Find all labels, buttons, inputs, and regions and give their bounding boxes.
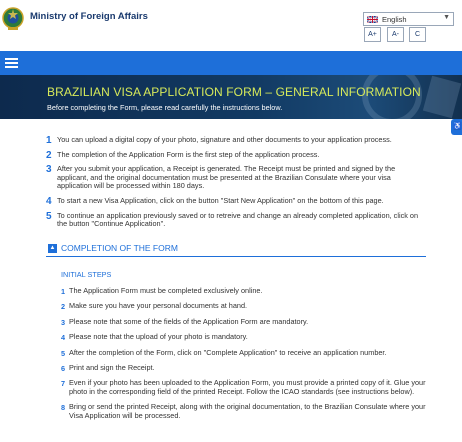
language-select[interactable]	[363, 12, 454, 26]
site-header	[0, 0, 462, 51]
instructions-list	[46, 136, 426, 235]
step-text: Even if your photo has been uploaded to the Application Form, you must provide a printed copy of it. Glue your photo in the corresponding field of the printed Receipt. Follow the ICAO standards (see instructions below).	[69, 378, 426, 396]
list-item	[46, 212, 426, 229]
list-item	[61, 349, 429, 357]
list-item-number: 4	[46, 195, 52, 207]
list-item-text: You can upload a digital copy of your photo, signature and other documents to your application process.	[57, 135, 392, 144]
page-title: BRAZILIAN VISA APPLICATION FORM – GENERAL INFORMATION	[47, 85, 421, 99]
hamburger-icon[interactable]	[5, 58, 18, 68]
step-number: 2	[61, 302, 66, 312]
list-item	[61, 403, 429, 420]
step-text: Bring or send the printed Receipt, along with the original documentation, to the Brazilian Consulate where your Visa Application will be processed.	[69, 402, 426, 420]
step-text: The Application Form must be completed exclusively online.	[69, 286, 263, 295]
contrast-button[interactable]: C	[409, 27, 426, 42]
ministry-title[interactable]: Ministry of Foreign Affairs	[30, 11, 148, 22]
step-number: 3	[61, 317, 66, 327]
uk-flag-icon	[367, 16, 378, 23]
list-item-number: 2	[46, 149, 52, 161]
step-number: 4	[61, 333, 66, 343]
font-increase-button[interactable]: A+	[364, 27, 381, 42]
list-item	[46, 136, 426, 145]
page-banner	[0, 75, 462, 119]
step-text: After the completion of the Form, click on "Complete Application" to receive an application number.	[69, 347, 387, 357]
list-item-text: The completion of the Application Form is the first step of the application process.	[57, 149, 320, 159]
accessibility-tab[interactable]	[451, 119, 462, 135]
coat-of-arms-icon	[2, 6, 24, 32]
font-decrease-button[interactable]: A-	[387, 27, 404, 42]
list-item	[46, 165, 426, 191]
list-item	[61, 364, 429, 372]
list-item-number: 3	[46, 164, 52, 176]
step-number: 8	[61, 403, 66, 413]
list-item	[46, 151, 426, 160]
list-item-number: 5	[46, 210, 52, 222]
section-completion-header[interactable]	[46, 243, 426, 257]
step-number: 5	[61, 348, 66, 358]
accessibility-icon: ♿	[453, 123, 462, 130]
chevron-down-icon: ▼	[443, 14, 450, 21]
list-item-text: To start a new Visa Application, click on the button "Start New Application" on the bottom of this page.	[57, 195, 384, 205]
page-subtitle: Before completing the Form, please read carefully the instructions below.	[47, 103, 283, 112]
step-text: Please note that the upload of your photo is mandatory.	[69, 332, 248, 342]
list-item	[46, 197, 426, 206]
list-item	[61, 379, 429, 396]
list-item-number: 1	[46, 135, 52, 146]
step-number: 7	[61, 379, 66, 389]
section-title[interactable]: COMPLETION OF THE FORM	[61, 243, 178, 253]
language-selected: English	[382, 15, 407, 24]
list-item	[61, 287, 429, 295]
initial-steps-list	[61, 287, 429, 427]
collapse-toggle-icon[interactable]: ▲	[49, 245, 56, 251]
section-subtitle: INITIAL STEPS	[61, 270, 112, 279]
nav-bar	[0, 51, 462, 75]
banner-decoration-passport	[423, 76, 461, 119]
step-number: 1	[61, 287, 66, 296]
list-item-text: After you submit your application, a Receipt is generated. The Receipt must be printed and signed by the applicant, and the original documentation must be presented at the Brazilian Consulate where your visa application will be processed within 180 days.	[57, 164, 396, 191]
step-text: Print and sign the Receipt.	[69, 363, 155, 373]
list-item	[61, 333, 429, 341]
list-item	[61, 318, 429, 326]
step-text: Make sure you have your personal documents at hand.	[69, 301, 248, 311]
list-item	[61, 302, 429, 310]
list-item-text: To continue an application previously saved or to retreive and change an already completed application, click on the button "Continue Application".	[57, 210, 419, 229]
step-number: 6	[61, 364, 66, 374]
step-text: Please note that some of the fields of the Application Form are mandatory.	[69, 316, 309, 326]
